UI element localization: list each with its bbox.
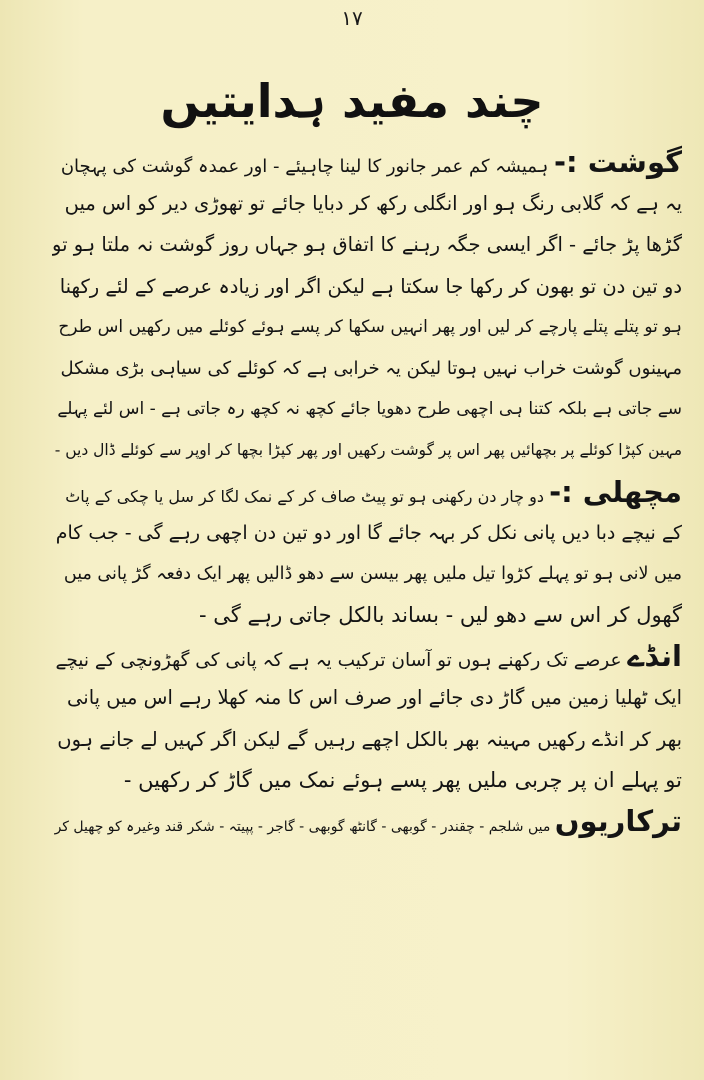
line-text: میں شلجم - چقندر - گوبھی - گانٹھ گوبھی - گاجر - پپیتہ - شکر قند وغیرہ کو چھیل کر <box>54 819 551 835</box>
section-heading-eggs: انڈے <box>627 639 682 674</box>
line-text: مہینوں گوشت خراب نہیں ہوتا لیکن یہ خرابی ہے کہ کوئلے کی سیاہی بڑی مشکل <box>60 357 682 379</box>
section-heading-fish: مچھلی :- <box>549 474 682 509</box>
text-line <box>52 554 682 595</box>
line-text: بھر کر انڈے رکھیں مہینہ بھر بالکل اچھے رہیں گے لیکن اگر کہیں لے جانے ہوں <box>57 727 682 751</box>
text-line <box>52 142 682 183</box>
line-text: ہو تو پتلے پتلے پارچے کر لیں اور پھر انہیں سکھا کر پسے ہوئے کوئلے میں رکھیں اس طرح <box>58 316 682 337</box>
line-text: ہمیشہ کم عمر جانور کا لینا چاہیئے - اور عمدہ گوشت کی پہچان <box>60 156 549 177</box>
text-line <box>52 513 682 554</box>
line-text: کے نیچے دبا دیں پانی نکل کر بہہ جائے گا اور دو تین دن اچھی رہے گی - جب کام <box>55 521 682 544</box>
body-text <box>52 142 682 842</box>
line-text: تو پہلے ان پر چربی ملیں پھر پسے ہوئے نمک میں گاڑ کر رکھیں - <box>123 767 682 792</box>
line-text: یہ ہے کہ گلابی رنگ ہو اور انگلی رکھ کر دبایا جائے تو تھوڑی دیر کو اس میں <box>64 192 682 216</box>
line-text: عرصے تک رکھنے ہوں تو آسان ترکیب یہ ہے کہ پانی کی گھڑونچی کے نیچے <box>55 650 622 672</box>
line-text: گھول کر اس سے دھو لیں - بساند بالکل جاتی رہے گی - <box>199 603 682 628</box>
text-line <box>52 224 682 265</box>
section-heading-meat: گوشت :- <box>554 145 682 179</box>
text-line <box>52 595 682 636</box>
text-line <box>52 348 682 389</box>
line-text: دو چار دن رکھنی ہو تو پیٹ صاف کر کے نمک لگا کر سل یا چکی کے پاٹ <box>65 486 544 506</box>
text-line <box>52 183 682 224</box>
line-text: سے جاتی ہے بلکہ کتنا ہی اچھی طرح دھویا جائے کچھ نہ کچھ رہ جاتی ہے - اس لئے پہلے <box>57 399 682 420</box>
text-line <box>52 719 682 760</box>
page-title: چند مفید ہدایتیں <box>160 74 544 128</box>
line-text: میں لانی ہو تو پہلے کڑوا تیل ملیں پھر بیسن سے دھو ڈالیں پھر ایک دفعہ گڑ پانی میں <box>63 563 682 584</box>
line-text: ایک ٹھلیا زمین میں گاڑ دی جائے اور صرف اس کا منہ کھلا رہے اس میں پانی <box>67 686 682 710</box>
text-line <box>52 801 682 842</box>
text-line <box>52 472 682 513</box>
text-line <box>52 307 682 348</box>
section-heading-vegetables: ترکاریوں <box>554 804 682 838</box>
line-text: گڑھا پڑ جائے - اگر ایسی جگہ رہنے کا اتفاق ہو جہاں روز گوشت نہ ملتا ہو تو <box>52 233 682 257</box>
text-line <box>52 760 682 801</box>
text-line <box>52 266 682 307</box>
line-text: دو تین دن تو بھون کر رکھا جا سکتا ہے لیکن اگر اور زیادہ عرصے کے لئے رکھنا <box>59 274 682 298</box>
page-number: ۱۷ <box>341 6 363 30</box>
text-line <box>52 430 682 471</box>
text-line <box>52 677 682 718</box>
line-text: مہین کپڑا کوئلے پر بچھائیں پھر اس پر گوشت رکھیں اور پھر کپڑا بچھا کر اوپر سے کوئلے ڈال دیں - <box>54 441 682 460</box>
text-line <box>52 389 682 430</box>
text-line <box>52 636 682 677</box>
